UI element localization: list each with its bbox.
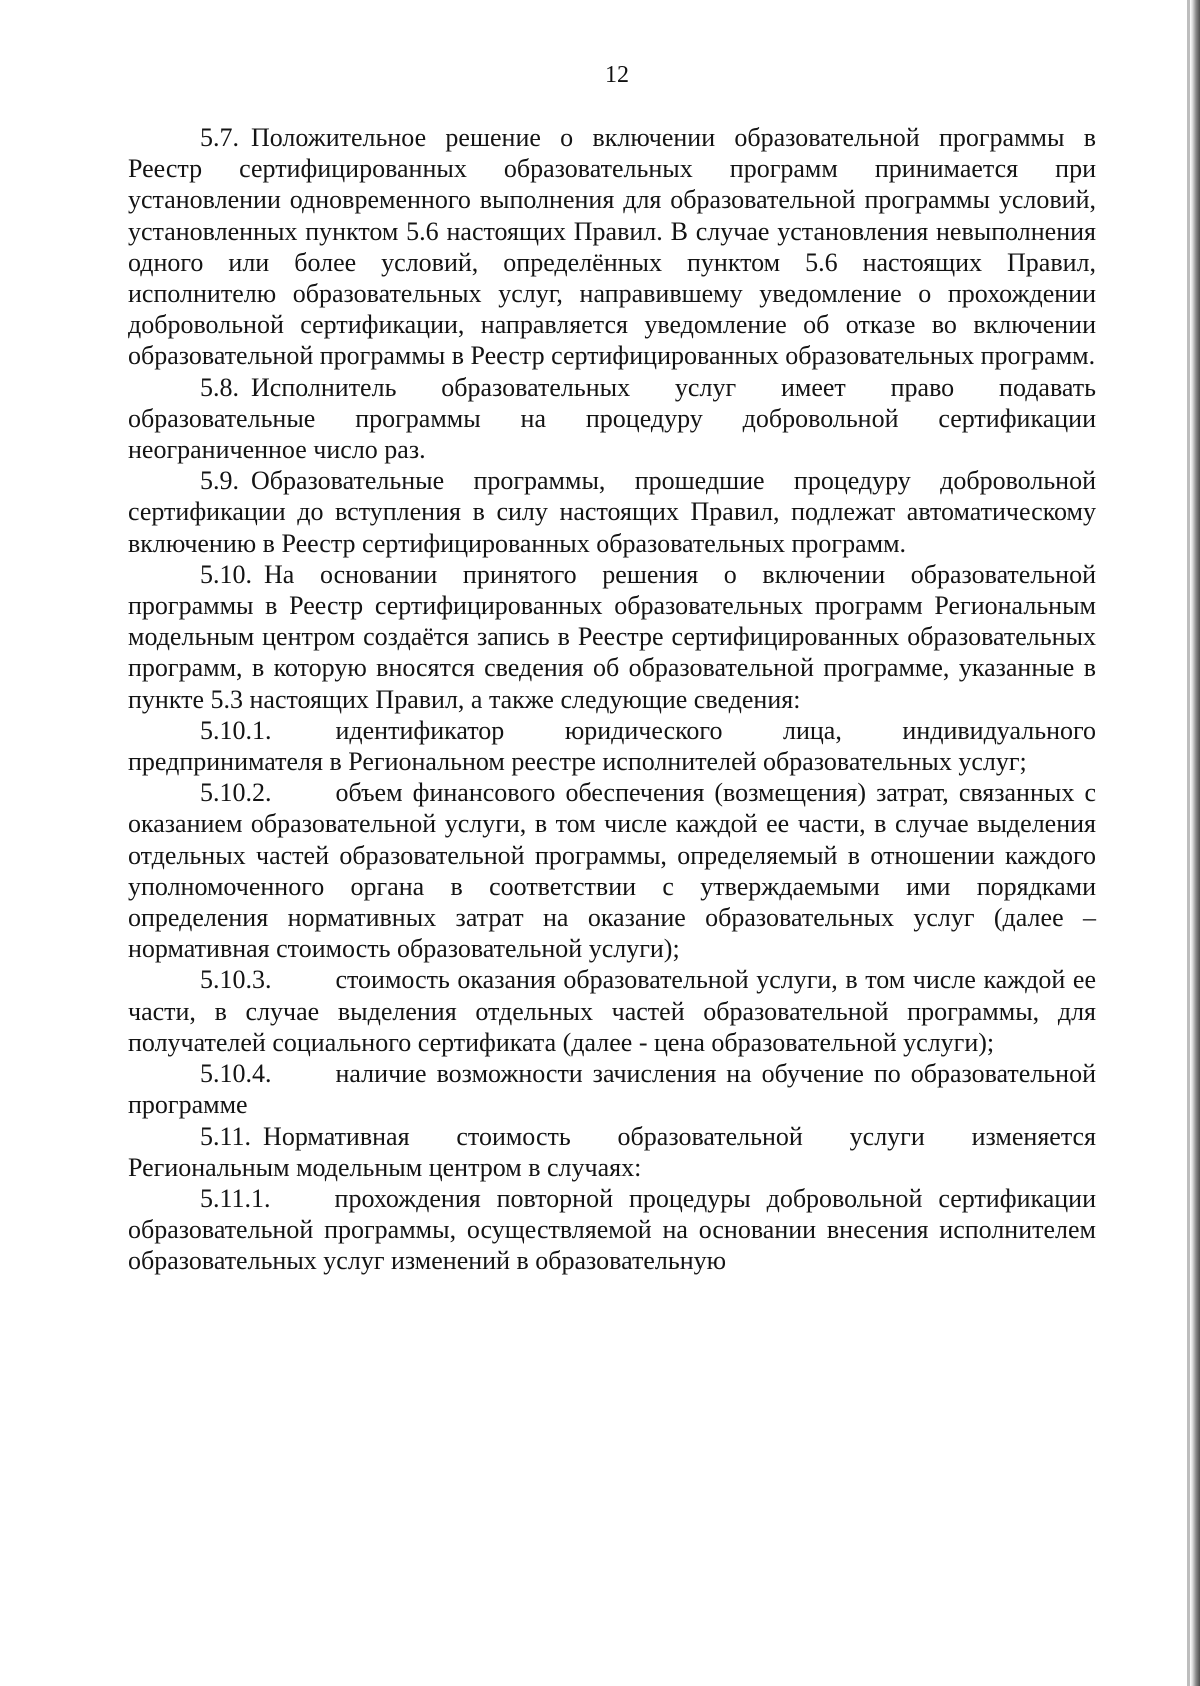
document-body	[128, 122, 1096, 1277]
paragraph-text: Исполнитель образовательных услуг имеет право подавать образовательные программы на процедуру добровольной сертификации неограниченное число раз.	[128, 372, 1096, 465]
paragraph-5-10-3	[128, 964, 1096, 1058]
paragraph-number: 5.7.	[200, 123, 239, 152]
paragraph-5-8	[128, 372, 1096, 466]
paragraph-5-7	[128, 122, 1096, 372]
paragraph-number: 5.10.1.	[200, 715, 272, 745]
paragraph-5-11	[128, 1121, 1096, 1183]
paragraph-5-9	[128, 465, 1096, 559]
paragraph-text: Нормативная стоимость образовательной услуги изменяется Региональным модельным центром в случаях:	[128, 1121, 1096, 1182]
paragraph-5-10-2	[128, 777, 1096, 964]
paragraph-5-10-4	[128, 1058, 1096, 1120]
paragraph-number: 5.10.	[200, 559, 252, 589]
paragraph-text: На основании принятого решения о включении образовательной программы в Реестр сертифицированных образовательных программ Региональным модельным центром создаётся запись в Реестре сертифицированных образовательных программ, в которую вносятся сведения об образовательной программе, указанные в пункте 5.3 настоящих Правил, а также следующие сведения:	[128, 559, 1096, 714]
paragraph-5-10	[128, 559, 1096, 715]
paragraph-5-10-1	[128, 715, 1096, 777]
paragraph-text: стоимость оказания образовательной услуги, в том числе каждой ее части, в случае выделения отдельных частей образовательной программы, для получателей социального сертификата (далее - цена образовательной услуги);	[128, 965, 1096, 1057]
paragraph-number: 5.10.4.	[200, 1059, 272, 1089]
paragraph-text: объем финансового обеспечения (возмещения) затрат, связанных с оказанием образовательной услуги, в том числе каждой ее части, в случае выделения отдельных частей образовательной программы, определяемый в отношении каждого уполномоченного органа в соответствии с утверждаемыми ими порядками определения нормативных затрат на оказание образовательных услуг (далее – нормативная стоимость образовательной услуги);	[128, 778, 1096, 964]
paragraph-text: наличие возможности зачисления на обучение по образовательной программе	[128, 1059, 1096, 1120]
paragraph-text: прохождения повторной процедуры добровольной сертификации образовательной программы, осуществляемой на основании внесения исполнителем образовательных услуг изменений в образовательную	[128, 1183, 1096, 1276]
paragraph-number: 5.9.	[200, 466, 239, 496]
page-number: 12	[605, 62, 629, 88]
paragraph-text: Образовательные программы, прошедшие процедуру добровольной сертификации до вступления в силу настоящих Правил, подлежат автоматическому включению в Реестр сертифицированных образовательных программ.	[128, 466, 1096, 558]
paragraph-number: 5.10.2.	[200, 778, 272, 808]
paragraph-number: 5.8.	[200, 372, 239, 402]
paragraph-text: идентификатор юридического лица, индивидуального предпринимателя в Региональном реестре исполнителей образовательных услуг;	[128, 715, 1096, 777]
scan-edge	[1190, 0, 1200, 1686]
paragraph-number: 5.11.1.	[200, 1183, 271, 1213]
paragraph-number: 5.10.3.	[200, 965, 272, 995]
paragraph-5-11-1	[128, 1183, 1096, 1277]
paragraph-number: 5.11.	[200, 1121, 252, 1151]
paragraph-text: Положительное решение о включении образовательной программы в Реестр сертифицированных образовательных программ принимается при установлении одновременного выполнения для образовательной программы условий, установленных пунктом 5.6 настоящих Правил. В случае установления невыполнения одного или более условий, определённых пунктом 5.6 настоящих Правил, исполнителю образовательных услуг, направившему уведомление о прохождении добровольной сертификации, направляется уведомление об отказе во включении образовательной программы в Реестр сертифицированных образовательных программ.	[128, 123, 1096, 371]
